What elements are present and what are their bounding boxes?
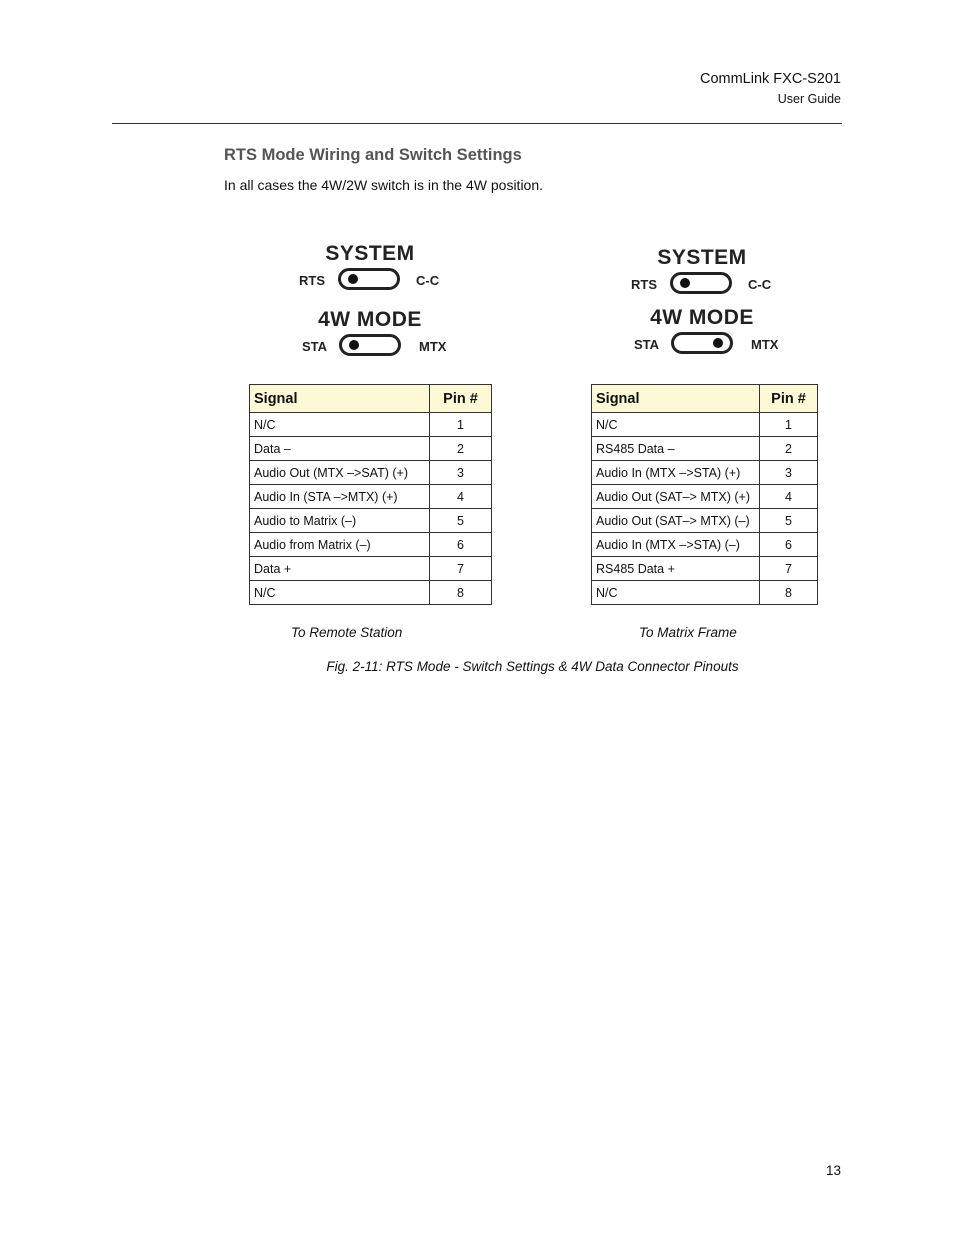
right-mode-title: 4W MODE [650, 306, 754, 329]
right-mode-switch [602, 330, 802, 362]
pin-cell: 6 [760, 533, 818, 557]
table-row [592, 581, 818, 605]
signal-cell: RS485 Data – [592, 437, 760, 461]
signal-cell: Audio In (MTX –>STA) (–) [592, 533, 760, 557]
right-mode-toggle-dot [713, 338, 723, 348]
pin-cell: 7 [760, 557, 818, 581]
right-mode-toggle [671, 332, 733, 354]
table-row [592, 485, 818, 509]
header-title: CommLink FXC-S201 [699, 71, 841, 87]
left-switch-diagram [270, 242, 470, 364]
page-number: 13 [825, 1163, 841, 1178]
signal-header: Signal [592, 385, 760, 413]
intro-text: In all cases the 4W/2W switch is in the 4W position. [224, 177, 544, 193]
right-table-caption: To Matrix Frame [639, 625, 737, 640]
signal-cell: RS485 Data + [592, 557, 760, 581]
signal-cell: Audio Out (SAT–> MTX) (–) [592, 509, 760, 533]
pin-cell: 3 [430, 461, 492, 485]
left-pinout-table [249, 384, 492, 605]
left-system-left-label: RTS [299, 273, 325, 288]
right-system-left-label: RTS [631, 277, 657, 292]
left-system-toggle [338, 268, 400, 290]
right-pinout-table [591, 384, 818, 605]
signal-cell: N/C [250, 581, 430, 605]
left-mode-switch [270, 332, 470, 364]
right-system-toggle [670, 272, 732, 294]
table-row [250, 437, 492, 461]
signal-cell: Audio Out (SAT–> MTX) (+) [592, 485, 760, 509]
header-rule [112, 123, 842, 124]
table-row [250, 581, 492, 605]
pin-cell: 2 [760, 437, 818, 461]
pin-cell: 2 [430, 437, 492, 461]
table-row [250, 533, 492, 557]
pin-cell: 7 [430, 557, 492, 581]
pin-cell: 8 [430, 581, 492, 605]
right-mode-right-label: MTX [751, 337, 779, 352]
signal-cell: Audio In (MTX –>STA) (+) [592, 461, 760, 485]
table-row [592, 461, 818, 485]
pin-header: Pin # [760, 385, 818, 413]
section-title: RTS Mode Wiring and Switch Settings [224, 146, 522, 164]
signal-cell: Audio to Matrix (–) [250, 509, 430, 533]
table-row [592, 557, 818, 581]
left-mode-toggle-dot [349, 340, 359, 350]
pin-cell: 6 [430, 533, 492, 557]
right-system-right-label: C-C [748, 277, 772, 292]
left-mode-title: 4W MODE [318, 308, 422, 331]
table-header-row [250, 385, 492, 413]
table-row [592, 437, 818, 461]
pin-cell: 8 [760, 581, 818, 605]
left-system-toggle-dot [348, 274, 358, 284]
signal-cell: N/C [250, 413, 430, 437]
right-mode-left-label: STA [634, 337, 660, 352]
left-mode-right-label: MTX [419, 339, 447, 354]
pin-cell: 5 [430, 509, 492, 533]
right-system-switch [602, 270, 802, 302]
left-system-title: SYSTEM [325, 242, 415, 265]
header-subtitle: User Guide [777, 92, 841, 106]
pin-cell: 3 [760, 461, 818, 485]
left-table-caption: To Remote Station [291, 625, 403, 640]
signal-cell: N/C [592, 413, 760, 437]
pin-cell: 4 [760, 485, 818, 509]
signal-cell: Audio Out (MTX –>SAT) (+) [250, 461, 430, 485]
figure-caption: Fig. 2-11: RTS Mode - Switch Settings & 4W Data Connector Pinouts [326, 659, 739, 674]
table-row [592, 413, 818, 437]
signal-cell: Audio from Matrix (–) [250, 533, 430, 557]
pin-cell: 1 [760, 413, 818, 437]
pin-cell: 5 [760, 509, 818, 533]
signal-cell: N/C [592, 581, 760, 605]
left-mode-left-label: STA [302, 339, 328, 354]
table-row [250, 413, 492, 437]
table-row [250, 509, 492, 533]
table-row [592, 509, 818, 533]
table-row [592, 533, 818, 557]
table-row [250, 557, 492, 581]
signal-header: Signal [250, 385, 430, 413]
left-mode-toggle [339, 334, 401, 356]
signal-cell: Audio In (STA –>MTX) (+) [250, 485, 430, 509]
left-system-switch [270, 266, 470, 298]
signal-cell: Data – [250, 437, 430, 461]
right-switch-diagram [602, 246, 802, 362]
pin-header: Pin # [430, 385, 492, 413]
pin-cell: 1 [430, 413, 492, 437]
right-system-toggle-dot [680, 278, 690, 288]
table-row [250, 485, 492, 509]
right-system-title: SYSTEM [657, 246, 747, 269]
table-row [250, 461, 492, 485]
pin-cell: 4 [430, 485, 492, 509]
left-system-right-label: C-C [416, 273, 440, 288]
table-header-row [592, 385, 818, 413]
signal-cell: Data + [250, 557, 430, 581]
